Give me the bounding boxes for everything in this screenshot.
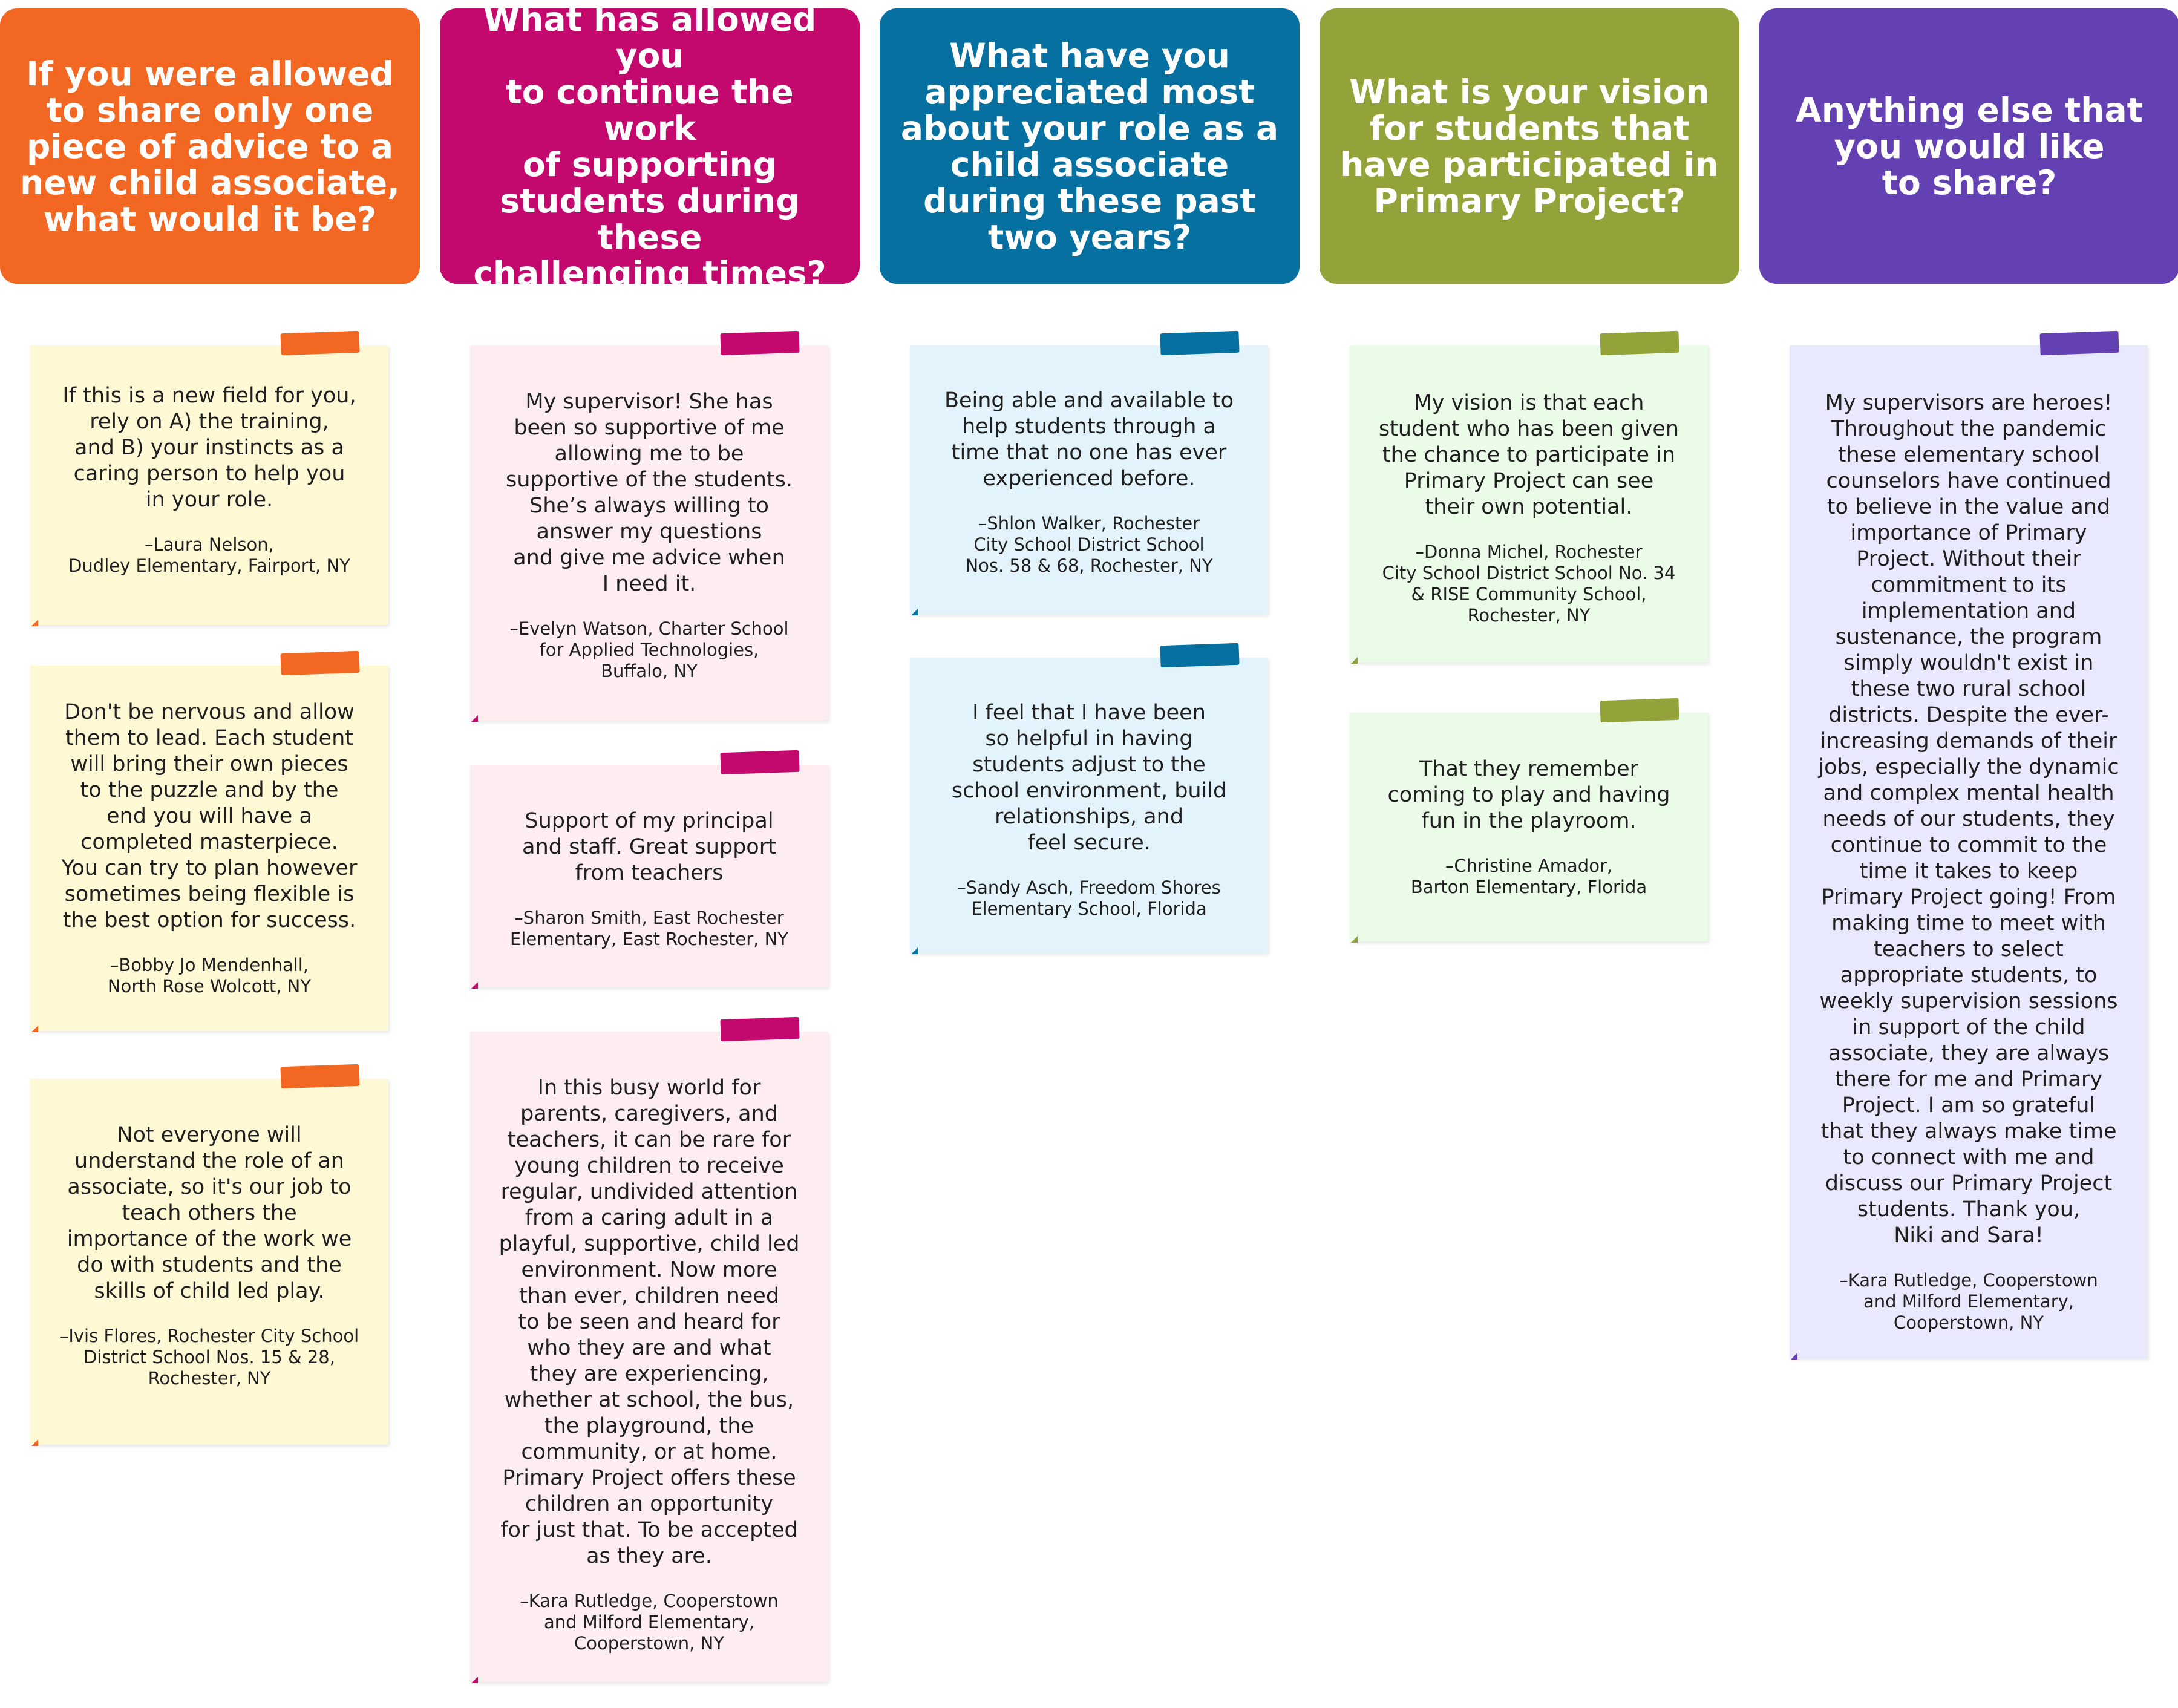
quote-attribution: –Kara Rutledge, Cooperstown and Milford Elementary, Cooperstown, NY [1839,1270,2098,1333]
tape-strip [720,1017,799,1042]
note-corner [31,620,38,626]
quote-attribution: –Laura Nelson, Dudley Elementary, Fairport, NY [68,534,350,576]
quote-note [30,1079,388,1445]
quote-attribution: –Evelyn Watson, Charter School for Applied Technologies, Buffalo, NY [509,618,789,681]
note-corner [471,982,478,989]
quote-text: My supervisors are heroes! Throughout the pandemic these elementary school counselors have continued to believe in the value and importance of Primary Project. Without their commitment to its implementation and sustenance, the program simply wouldn't exist in these two rural school districts. Despite the ever- increasing demands of their jobs, especially the dynamic and complex mental health needs of our students, they continue to commit to the time it takes to keep Primary Project going! From making time to meet with teachers to select appropriate students, to weekly supervision sessions in support of the child associate, they are always there for me and Primary Project. I am so grateful that they always make time to connect with me and discuss our Primary Project students. Thank you, Niki and Sara! [1818,391,2119,1248]
tape-strip [720,750,799,775]
quote-attribution: –Sandy Asch, Freedom Shores Elementary School, Florida [957,877,1221,919]
note-corner [911,947,918,954]
tape-strip [1160,331,1239,356]
quote-note [470,765,828,987]
quote-note [1350,713,1708,941]
quote-text: My vision is that each student who has been given the chance to participate in Primary Project can see their own potential. [1378,391,1679,519]
quote-note [910,345,1268,614]
quote-text: I feel that I have been so helpful in having students adjust to the school environment, build relationships, and feel secure. [951,701,1227,855]
quote-text: Don't be nervous and allow them to lead. Each student will bring their own pieces to the puzzle and by the end you will have a completed masterpiece. You can try to plan however sometimes being flexible is the best option for success. [61,700,358,932]
note-corner [31,1439,38,1446]
quote-attribution: –Bobby Jo Mendenhall, North Rose Wolcott, NY [107,955,312,996]
quote-note [470,1032,828,1682]
quote-text: My supervisor! She has been so supportive of me allowing me to be supportive of the students. She’s always willing to answer my questions and give me advice when I need it. [505,390,793,596]
note-corner [1351,657,1358,664]
note-corner [1791,1353,1797,1360]
question-header: What has allowed you to continue the work of supporting students during these challenging times? [440,8,860,284]
quote-note [30,345,388,625]
tape-strip [280,651,359,676]
quote-note [470,345,828,721]
tape-strip [1600,331,1679,356]
quote-attribution: –Kara Rutledge, Cooperstown and Milford Elementary, Cooperstown, NY [520,1591,779,1654]
tape-strip [720,331,799,356]
tape-strip [1160,643,1239,668]
quote-text: In this busy world for parents, caregivers, and teachers, it can be rare for young children to receive regular, undivided attention from a caring adult in a playful, supportive, child led environment. Now more than ever, children need to be seen and heard for who they are and what they are experiencing, whether at school, the bus, the playground, the community, or at home. Primary Project offers these children an opportunity for just that. To be accepted as they are. [499,1076,800,1568]
quote-note [1790,345,2148,1358]
tape-strip [1600,698,1679,723]
quote-note [30,666,388,1031]
quote-text: Support of my principal and staff. Great support from teachers [522,809,776,885]
note-corner [31,1026,38,1032]
note-corner [911,609,918,615]
quote-text: That they remember coming to play and having fun in the playroom. [1387,757,1670,833]
quote-note [1350,345,1708,663]
quote-attribution: –Donna Michel, Rochester City School District School No. 34 & RISE Community School, Rochester, NY [1382,542,1676,626]
quote-attribution: –Christine Amador, Barton Elementary, Florida [1410,856,1647,897]
note-corner [471,1677,478,1683]
note-corner [471,715,478,722]
quote-text: Being able and available to help students through a time that no one has ever experienced before. [944,388,1234,491]
question-header: If you were allowed to share only one piece of advice to a new child associate, what would it be? [0,8,420,284]
quote-attribution: –Sharon Smith, East Rochester Elementary, East Rochester, NY [510,908,788,949]
question-header: What is your vision for students that have participated in Primary Project? [1320,8,1739,284]
quote-text: Not everyone will understand the role of an associate, so it's our job to teach others the importance of the work we do with students and the skills of child led play. [67,1123,352,1303]
tape-strip [280,1064,359,1089]
quote-attribution: –Shlon Walker, Rochester City School District School Nos. 58 & 68, Rochester, NY [965,513,1213,576]
quote-note [910,658,1268,953]
question-header: Anything else that you would like to share? [1759,8,2178,284]
tape-strip [2039,331,2119,356]
quote-attribution: –Ivis Flores, Rochester City School District School Nos. 15 & 28, Rochester, NY [59,1326,359,1389]
tape-strip [280,331,359,356]
quote-text: If this is a new field for you, rely on A) the training, and B) your instincts as a caring person to help you in your role. [62,384,356,512]
note-corner [1351,936,1358,943]
question-header: What have you appreciated most about your role as a child associate during these past two years? [880,8,1300,284]
